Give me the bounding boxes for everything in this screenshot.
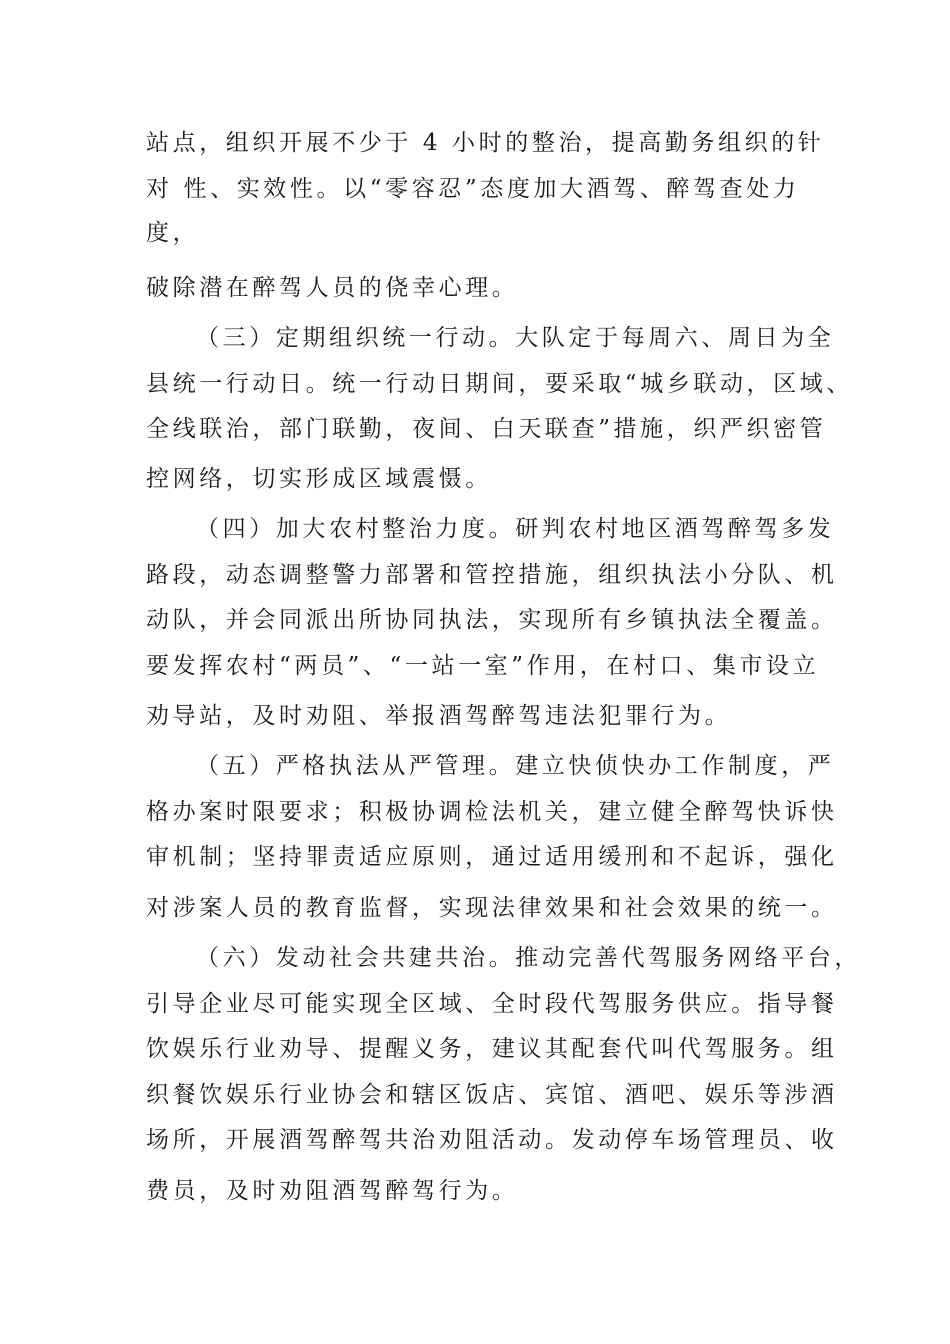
paragraph-line: 饮娱乐行业劝导、提醒义务，建议其配套代叫代驾服务。组 xyxy=(146,1036,838,1062)
paragraph-line: 县统一行动日。统一行动日期间，要采取“城乡联动，区域、 xyxy=(146,371,853,397)
paragraph-line: 对涉案人员的教育监督，实现法律效果和社会效果的统一。 xyxy=(146,895,838,921)
paragraph-line: （五）严格执法从严管理。建立快侦快办工作制度，严 xyxy=(196,753,835,779)
paragraph-line: 引导企业尽可能实现全区域、全时段代驾服务供应。指导餐 xyxy=(146,991,838,1017)
paragraph-line: 路段，动态调整警力部署和管控措施，组织执法小分队、机 xyxy=(146,562,838,588)
paragraph-line: 动队，并会同派出所协同执法，实现所有乡镇执法全覆盖。 xyxy=(146,607,838,633)
paragraph-line: 格办案时限要求；积极协调检法机关，建立健全醉驾快诉快 xyxy=(146,799,838,825)
paragraph-line: （六）发动社会共建共治。推动完善代驾服务网络平台， xyxy=(196,945,861,971)
paragraph-line: 费员，及时劝阻酒驾醉驾行为。 xyxy=(146,1178,519,1204)
paragraph-line: 全线联治，部门联勤，夜间、白天联查”措施，织严织密管 xyxy=(146,416,827,442)
paragraph-line: 织餐饮娱乐行业协会和辖区饭店、宾馆、酒吧、娱乐等涉酒 xyxy=(146,1082,838,1108)
paragraph-line: 对 性、实效性。以“零容忍”态度加大酒驾、醉驾查处力 xyxy=(146,176,800,202)
paragraph-line: 破除潜在醉驾人员的侥幸心理。 xyxy=(146,275,519,301)
paragraph-line: 度， xyxy=(146,220,200,246)
paragraph-line: 劝导站，及时劝阻、举报酒驾醉驾违法犯罪行为。 xyxy=(146,703,732,729)
paragraph-line: 控网络，切实形成区域震慑。 xyxy=(146,466,492,492)
paragraph-line: 站点，组织开展不少于 4 小时的整治，提高勤务组织的针 xyxy=(146,130,825,156)
paragraph-line: （四）加大农村整治力度。研判农村地区酒驾醉驾多发 xyxy=(196,516,835,542)
paragraph-line: 审机制；坚持罪责适应原则，通过适用缓刑和不起诉，强化 xyxy=(146,844,838,870)
paragraph-line: 要发挥农村“两员”、“一站一室”作用，在村口、集市设立 xyxy=(146,653,820,679)
paragraph-line: 场所，开展酒驾醉驾共治劝阻活动。发动停车场管理员、收 xyxy=(146,1127,838,1153)
paragraph-line: （三）定期组织统一行动。大队定于每周六、周日为全 xyxy=(196,325,835,351)
